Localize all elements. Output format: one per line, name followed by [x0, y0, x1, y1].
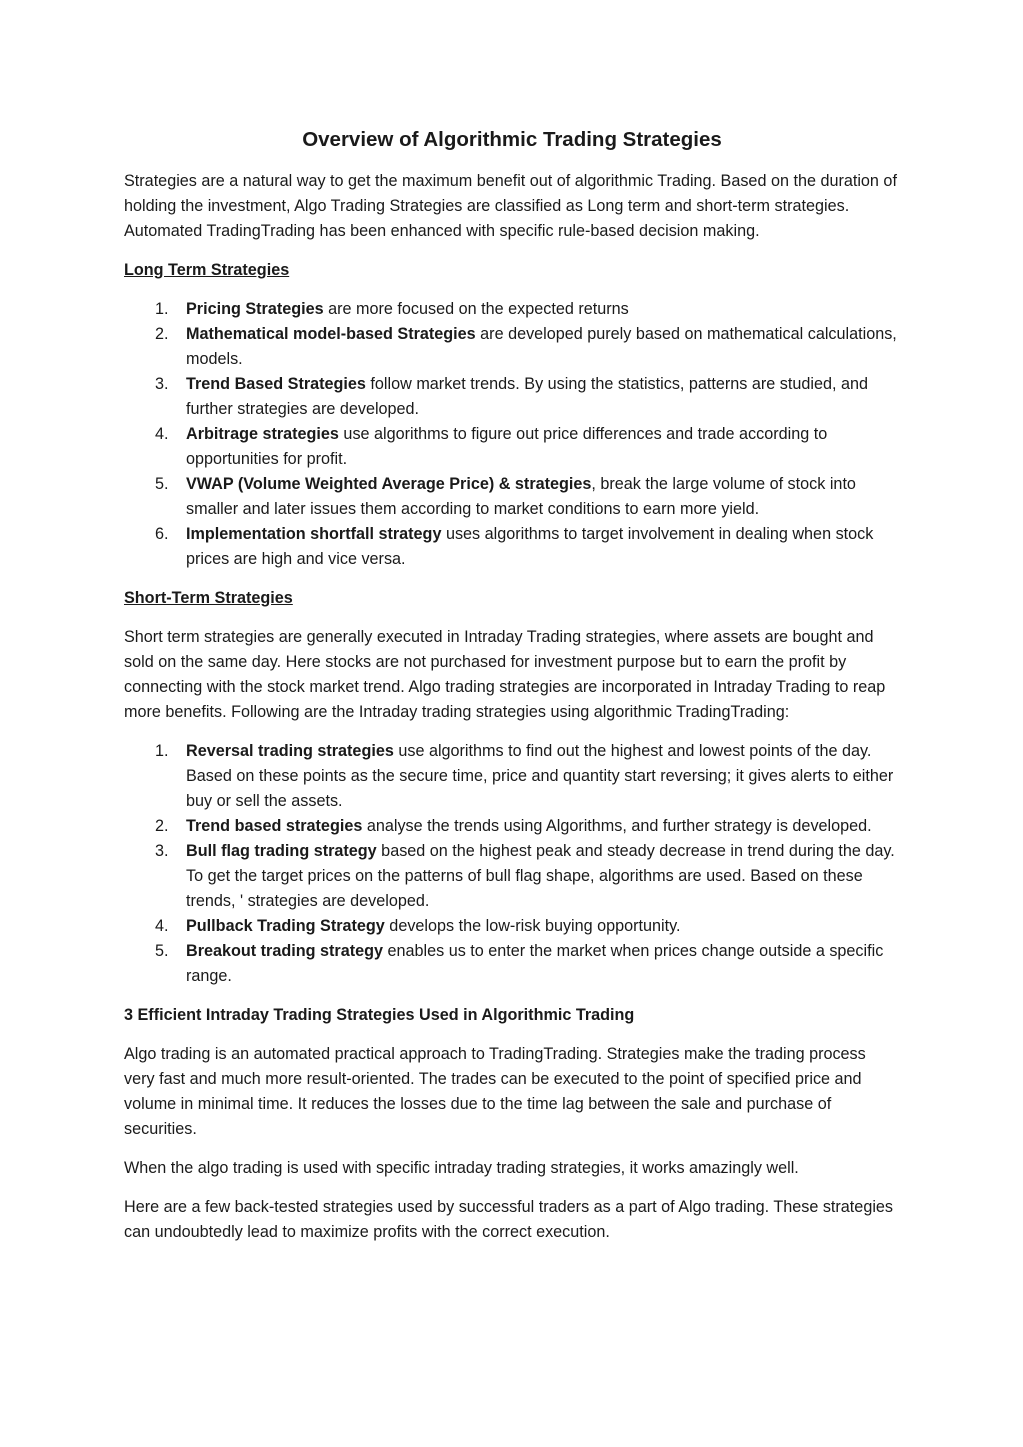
- strategy-term: Trend Based Strategies: [186, 375, 366, 393]
- document-title: Overview of Algorithmic Trading Strategies: [302, 128, 722, 151]
- strategy-term: Reversal trading strategies: [186, 742, 394, 760]
- list-number: 1.: [155, 300, 169, 318]
- list-item: [124, 472, 900, 522]
- strategy-description: use algorithms to find out the highest and lowest points of the day. Based on these points as the secure time, price and quantity start reversing; it gives alerts to either buy or sell the assets.: [186, 742, 894, 810]
- list-item: [124, 839, 900, 914]
- strategy-description: uses algorithms to target involvement in dealing when stock prices are high and vice versa.: [186, 525, 874, 568]
- strategy-description: are developed purely based on mathematical calculations, models.: [186, 325, 897, 368]
- list-number: 3.: [155, 375, 169, 393]
- strategy-term: Mathematical model-based Strategies: [186, 325, 476, 343]
- short-term-heading: Short-Term Strategies: [124, 589, 293, 607]
- document-body: [124, 126, 900, 1259]
- strategy-term: Arbitrage strategies: [186, 425, 339, 443]
- strategy-term: Pricing Strategies: [186, 300, 324, 318]
- list-item: [124, 914, 900, 939]
- short-term-list: [124, 739, 900, 989]
- strategy-description: follow market trends. By using the statistics, patterns are studied, and further strategies are developed.: [186, 375, 868, 418]
- strategy-term: Breakout trading strategy: [186, 942, 383, 960]
- strategy-description: use algorithms to figure out price differences and trade according to opportunities for profit.: [186, 425, 828, 468]
- intraday-heading: 3 Efficient Intraday Trading Strategies Used in Algorithmic Trading: [124, 1006, 635, 1024]
- intraday-paragraph: Here are a few back-tested strategies used by successful traders as a part of Algo trading. These strategies can undoubtedly lead to maximize profits with the correct execution.: [124, 1198, 894, 1241]
- list-item: [124, 322, 900, 372]
- list-item: [124, 522, 900, 572]
- list-number: 5.: [155, 942, 169, 960]
- strategy-description: develops the low-risk buying opportunity.: [384, 917, 681, 935]
- list-number: 1.: [155, 742, 169, 760]
- strategy-term: Pullback Trading Strategy: [186, 917, 385, 935]
- strategy-term: Implementation shortfall strategy: [186, 525, 442, 543]
- list-item: [124, 939, 900, 989]
- list-item: [124, 739, 900, 814]
- strategy-description: based on the highest peak and steady decrease in trend during the day. To get the target prices on the patterns of bull flag shape, algorithms are used. Based on these trends, ' strategies are developed.: [186, 842, 895, 910]
- long-term-heading: Long Term Strategies: [124, 261, 290, 279]
- list-item: [124, 814, 900, 839]
- list-item: [124, 297, 900, 322]
- list-number: 6.: [155, 525, 169, 543]
- strategy-term: Bull flag trading strategy: [186, 842, 377, 860]
- list-number: 2.: [155, 325, 169, 343]
- intraday-paragraph: When the algo trading is used with specific intraday trading strategies, it works amazingly well.: [124, 1159, 799, 1177]
- list-number: 5.: [155, 475, 169, 493]
- list-number: 4.: [155, 425, 169, 443]
- list-number: 4.: [155, 917, 169, 935]
- list-number: 3.: [155, 842, 169, 860]
- strategy-description: , break the large volume of stock into smaller and later issues them according to market conditions to earn more yield.: [186, 475, 856, 518]
- short-term-intro: Short term strategies are generally executed in Intraday Trading strategies, where assets are bought and sold on the same day. Here stocks are not purchased for investment purpose but to earn the profit by connecting with the stock market trend. Algo trading strategies are incorporated in Intraday Trading to reap more benefits. Following are the Intraday trading strategies using algorithmic TradingTrading:: [124, 628, 886, 721]
- long-term-list: [124, 297, 900, 572]
- list-number: 2.: [155, 817, 169, 835]
- strategy-term: VWAP (Volume Weighted Average Price) & strategies: [186, 475, 592, 493]
- intro-paragraph: Strategies are a natural way to get the maximum benefit out of algorithmic Trading. Based on the duration of holding the investment, Algo Trading Strategies are classified as Long term and short-term strategies. Automated TradingTrading has been enhanced with specific rule-based decision making.: [124, 172, 897, 240]
- strategy-description: analyse the trends using Algorithms, and further strategy is developed.: [362, 817, 872, 835]
- list-item: [124, 422, 900, 472]
- strategy-description: enables us to enter the market when prices change outside a specific range.: [186, 942, 884, 985]
- strategy-term: Trend based strategies: [186, 817, 363, 835]
- intraday-paragraph: Algo trading is an automated practical approach to TradingTrading. Strategies make the trading process very fast and much more result-oriented. The trades can be executed to the point of specified price and volume in minimal time. It reduces the losses due to the time lag between the sale and purchase of securities.: [124, 1045, 866, 1138]
- strategy-description: are more focused on the expected returns: [323, 300, 629, 318]
- list-item: [124, 372, 900, 422]
